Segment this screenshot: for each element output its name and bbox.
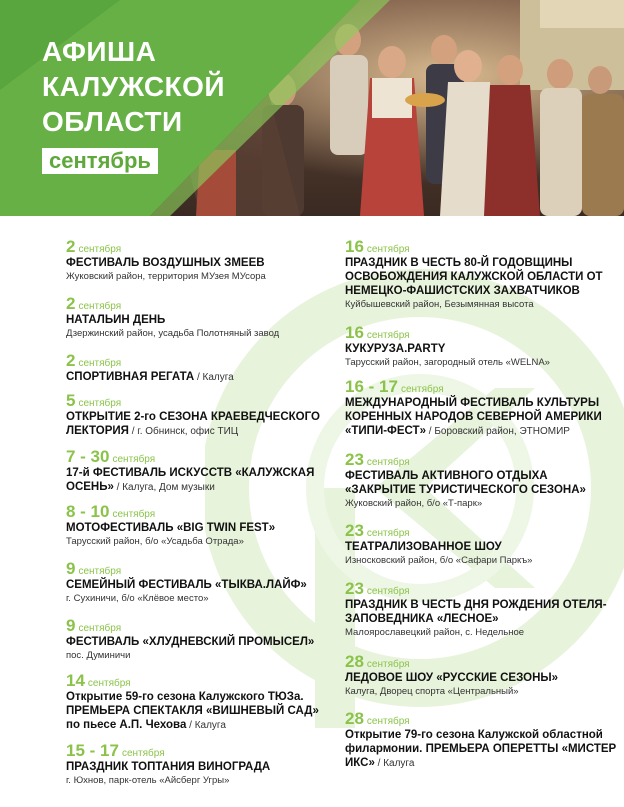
event-title: ФЕСТИВАЛЬ ВОЗДУШНЫХ ЗМЕЕВ — [66, 257, 265, 269]
event-location: Калуга, Дом музыки — [122, 482, 215, 493]
event-location: Калуга — [383, 758, 415, 769]
event-title: МЕЖДУНАРОДНЫЙ ФЕСТИВАЛЬ КУЛЬТУРЫ КОРЕННЫХ НАРОДОВ СЕВЕРНОЙ АМЕРИКИ «ТИПИ-ФЕСТ» / Боровский район, ЭТНОМИР — [345, 397, 602, 437]
event-location: Боровский район, ЭТНОМИР — [434, 426, 570, 437]
event-item — [66, 352, 328, 392]
event-title: СПОРТИВНАЯ РЕГАТА / Калуга — [66, 371, 234, 383]
event-title-text: ПРЕМЬЕРА ОПЕРЕТТЫ «МИСТЕР ИКС» — [345, 743, 617, 769]
event-item — [345, 522, 621, 580]
event-day: 2 — [66, 237, 76, 256]
event-day: 2 — [66, 351, 76, 370]
event-item — [66, 238, 328, 295]
event-location: г. Обнинск, офис ТИЦ — [137, 426, 239, 437]
event-date — [345, 710, 621, 728]
event-location: Малоярославецкий район, с. Недельное — [345, 627, 525, 638]
event-title-tail: по пьесе А.П. Чехова — [66, 719, 187, 731]
event-day: 16 - 17 — [345, 377, 398, 396]
event-title: ОТКРЫТИЕ 2-го СЕЗОНА КРАЕВЕДЧЕСКОГО ЛЕКТОРИЯ / г. Обнинск, офис ТИЦ — [66, 411, 320, 437]
event-title: НАТАЛЬИН ДЕНЬ — [66, 314, 166, 326]
event-title: МОТОФЕСТИВАЛЬ «BIG TWIN FEST» — [66, 522, 276, 534]
event-title: ПРАЗДНИК ТОПТАНИЯ ВИНОГРАДА — [66, 761, 271, 773]
event-month: сентября — [366, 528, 410, 539]
event-month: сентября — [78, 623, 122, 634]
title-line: АФИША — [42, 36, 157, 67]
event-title: 17-й ФЕСТИВАЛЬ ИСКУССТВ «КАЛУЖСКАЯ ОСЕНЬ» / Калуга, Дом музыки — [66, 467, 315, 493]
event-date — [345, 451, 621, 469]
event-date — [345, 238, 621, 256]
event-month: сентября — [78, 398, 122, 409]
event-item — [345, 710, 621, 780]
event-month: сентября — [78, 244, 122, 255]
event-item — [345, 378, 621, 451]
event-date — [345, 324, 621, 342]
event-date — [66, 503, 328, 521]
month-badge: сентябрь — [42, 148, 158, 174]
event-location: Износковский район, б/о «Сафари Паркъ» — [345, 555, 533, 566]
event-location: г. Юхнов, парк-отель «Айсберг Угры» — [66, 775, 230, 786]
event-day: 9 — [66, 559, 76, 578]
event-day: 5 — [66, 391, 76, 410]
event-title: ТЕАТРАЛИЗОВАННОЕ ШОУ — [345, 541, 502, 553]
event-title-text: СПОРТИВНАЯ РЕГАТА — [66, 371, 195, 383]
event-month: сентября — [78, 358, 122, 369]
event-month: сентября — [87, 678, 131, 689]
event-date — [345, 378, 621, 396]
event-title: Открытие 59-го сезона Калужского ТЮЗа. ПРЕМЬЕРА СПЕКТАКЛЯ «ВИШНЕВЫЙ САД» по пьесе А.П. Чехова / Калуга — [66, 691, 319, 731]
event-item — [66, 392, 328, 448]
page-title — [42, 34, 225, 139]
event-title-prefix: Открытие 59-го сезона Калужского ТЮЗа. — [66, 691, 304, 703]
event-location: Калуга — [202, 372, 234, 383]
event-month: сентября — [121, 748, 165, 759]
event-month: сентября — [400, 384, 444, 395]
event-title-prefix: Открытие 79-го сезона Калужской областной филармонии. — [345, 729, 603, 755]
event-location: г. Сухиничи, б/о «Клёвое место» — [66, 593, 209, 604]
title-line: ОБЛАСТИ — [42, 106, 183, 137]
event-date — [345, 580, 621, 598]
event-location: Тарусский район, б/о «Усадьба Отрада» — [66, 536, 244, 547]
event-title: СЕМЕЙНЫЙ ФЕСТИВАЛЬ «ТЫКВА.ЛАЙФ» — [66, 579, 307, 591]
event-month: сентября — [78, 301, 122, 312]
event-day: 28 — [345, 652, 364, 671]
event-item — [345, 580, 621, 653]
event-item — [66, 295, 328, 352]
event-day: 23 — [345, 521, 364, 540]
event-day: 28 — [345, 709, 364, 728]
event-title-text: ОТКРЫТИЕ 2-го СЕЗОНА КРАЕВЕДЧЕСКОГО ЛЕКТОРИЯ — [66, 411, 320, 437]
event-day: 2 — [66, 294, 76, 313]
event-title-text: 17-й ФЕСТИВАЛЬ ИСКУССТВ «КАЛУЖСКАЯ ОСЕНЬ» — [66, 467, 315, 493]
event-month: сентября — [366, 586, 410, 597]
event-title-text: ПРЕМЬЕРА СПЕКТАКЛЯ «ВИШНЕВЫЙ САД» — [66, 705, 319, 717]
title-line: КАЛУЖСКОЙ — [42, 71, 226, 102]
event-title: КУКУРУЗА.PARTY — [345, 343, 446, 355]
event-month: сентября — [112, 509, 156, 520]
header-banner — [0, 0, 624, 216]
event-location: Куйбышевский район, Безымянная высота — [345, 299, 534, 310]
event-day: 16 — [345, 323, 364, 342]
event-month: сентября — [78, 566, 122, 577]
event-date — [66, 352, 328, 370]
event-item — [66, 742, 328, 792]
event-item — [66, 448, 328, 503]
event-date — [345, 653, 621, 671]
event-location: пос. Думиничи — [66, 650, 131, 661]
event-item — [345, 653, 621, 710]
event-day: 8 - 10 — [66, 502, 110, 521]
event-date — [66, 238, 328, 256]
event-month: сентября — [112, 454, 156, 465]
event-item — [66, 560, 328, 617]
event-location: Жуковский район, б/о «Т-парк» — [345, 498, 483, 509]
event-item — [66, 672, 328, 742]
event-month: сентября — [366, 244, 410, 255]
event-month: сентября — [366, 659, 410, 670]
event-date — [66, 295, 328, 313]
event-day: 23 — [345, 579, 364, 598]
event-item — [345, 451, 621, 522]
event-title: ЛЕДОВОЕ ШОУ «РУССКИЕ СЕЗОНЫ» — [345, 672, 559, 684]
event-day: 14 — [66, 671, 85, 690]
event-location: Калуга, Дворец спорта «Центральный» — [345, 686, 519, 697]
event-day: 9 — [66, 616, 76, 635]
right-column — [345, 238, 621, 780]
event-title: ФЕСТИВАЛЬ «ХЛУДНЕВСКИЙ ПРОМЫСЕЛ» — [66, 636, 315, 648]
event-day: 23 — [345, 450, 364, 469]
event-month: сентября — [366, 330, 410, 341]
event-date — [66, 672, 328, 690]
event-date — [66, 448, 328, 466]
event-item — [66, 503, 328, 560]
event-date — [66, 617, 328, 635]
event-day: 16 — [345, 237, 364, 256]
event-month: сентября — [366, 457, 410, 468]
event-day: 7 - 30 — [66, 447, 110, 466]
event-date — [66, 742, 328, 760]
event-month: сентября — [366, 716, 410, 727]
event-item — [66, 617, 328, 672]
event-title: ФЕСТИВАЛЬ АКТИВНОГО ОТДЫХА «ЗАКРЫТИЕ ТУРИСТИЧЕСКОГО СЕЗОНА» — [345, 470, 586, 496]
event-location: Дзержинский район, усадьба Полотняный завод — [66, 328, 280, 339]
event-date — [345, 522, 621, 540]
event-date — [66, 392, 328, 410]
event-date — [66, 560, 328, 578]
event-item — [345, 238, 621, 324]
event-location: Жуковский район, территория МУзея МУсора — [66, 271, 266, 282]
event-item — [345, 324, 621, 378]
event-location: Тарусский район, загородный отель «WELNA» — [345, 357, 550, 368]
event-title-text: МЕЖДУНАРОДНЫЙ ФЕСТИВАЛЬ КУЛЬТУРЫ КОРЕННЫХ НАРОДОВ СЕВЕРНОЙ АМЕРИКИ «ТИПИ-ФЕСТ» — [345, 397, 602, 437]
event-location: Калуга — [194, 720, 226, 731]
left-column — [66, 238, 328, 792]
event-title: Открытие 79-го сезона Калужской областной филармонии. ПРЕМЬЕРА ОПЕРЕТТЫ «МИСТЕР ИКС» / Калуга — [345, 729, 617, 769]
event-title: ПРАЗДНИК В ЧЕСТЬ 80-Й ГОДОВЩИНЫ ОСВОБОЖДЕНИЯ КАЛУЖСКОЙ ОБЛАСТИ ОТ НЕМЕЦКО-ФАШИСТСКИХ ЗАХВАТЧИКОВ — [345, 257, 603, 297]
event-day: 15 - 17 — [66, 741, 119, 760]
event-title: ПРАЗДНИК В ЧЕСТЬ ДНЯ РОЖДЕНИЯ ОТЕЛЯ-ЗАПОВЕДНИКА «ЛЕСНОЕ» — [345, 599, 607, 625]
